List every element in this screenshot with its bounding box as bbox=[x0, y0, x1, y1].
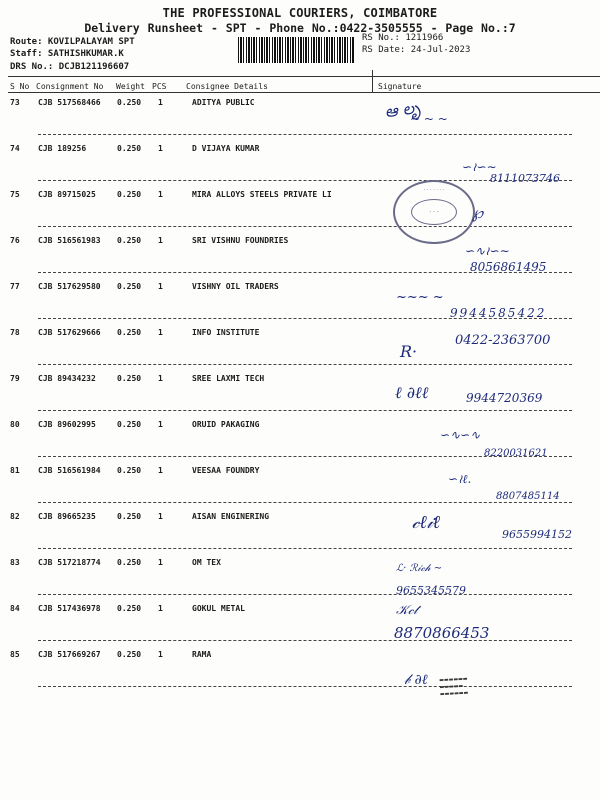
row-weight: 0.250 bbox=[117, 604, 142, 613]
row-consignment-no: CJB 517629580 bbox=[38, 282, 101, 291]
signature-row-74-name: ∽≀∽∼ bbox=[462, 160, 497, 174]
row-consignee: AISAN ENGINERING bbox=[192, 512, 270, 521]
row-separator bbox=[38, 548, 572, 549]
row-consignment-no: CJB 516561984 bbox=[38, 466, 101, 475]
signature-row-78: 0422-2363700 bbox=[455, 333, 551, 348]
col-signature: Signature bbox=[378, 82, 422, 91]
row-weight: 0.250 bbox=[117, 98, 142, 107]
row-consignment-no: CJB 89715025 bbox=[38, 190, 96, 199]
row-pcs: 1 bbox=[158, 650, 163, 659]
table-header-border bbox=[8, 92, 600, 93]
row-consignment-no: CJB 517568466 bbox=[38, 98, 101, 107]
signature-divider bbox=[372, 70, 373, 92]
signature-row-80-name: ∽∿∽∿ bbox=[440, 428, 481, 442]
row-pcs: 1 bbox=[158, 420, 163, 429]
row-sno: 77 bbox=[10, 282, 20, 291]
signature-row-77: 9944585422 bbox=[450, 306, 547, 320]
route-label: Route: KOVILPALAYAM SPT bbox=[10, 37, 135, 47]
signature-row-76: 8056861495 bbox=[470, 260, 547, 274]
row-pcs: 1 bbox=[158, 144, 163, 153]
row-separator bbox=[38, 640, 572, 641]
row-separator bbox=[38, 594, 572, 595]
row-pcs: 1 bbox=[158, 558, 163, 567]
row-weight: 0.250 bbox=[117, 236, 142, 245]
document-title: THE PROFESSIONAL COURIERS, COIMBATORE bbox=[162, 6, 438, 20]
row-sno: 78 bbox=[10, 328, 20, 337]
row-separator bbox=[38, 226, 572, 227]
signature-row-82: 9655994152 bbox=[502, 528, 572, 541]
row-consignee: MIRA ALLOYS STEELS PRIVATE LI bbox=[192, 190, 332, 199]
signature-row-75: ℘ bbox=[472, 203, 484, 222]
row-consignment-no: CJB 517218774 bbox=[38, 558, 101, 567]
col-consignment: Consignment No bbox=[36, 82, 104, 91]
col-sno: S No bbox=[10, 82, 30, 91]
row-weight: 0.250 bbox=[117, 190, 142, 199]
signature-row-76-name: ∽∿≀∽∼ bbox=[465, 244, 510, 258]
row-pcs: 1 bbox=[158, 374, 163, 383]
row-separator bbox=[38, 410, 572, 411]
col-weight: Weight bbox=[116, 82, 145, 91]
row-consignee: OM TEX bbox=[192, 558, 221, 567]
barcode bbox=[238, 37, 354, 63]
signature-row-78-initial: R· bbox=[400, 342, 418, 361]
signature-row-82-scribble: 𝒸ℓ𝒾ℓ bbox=[412, 512, 441, 533]
signature-row-73: ఆ లృ bbox=[383, 97, 422, 122]
row-pcs: 1 bbox=[158, 190, 163, 199]
row-consignment-no: CJB 517629666 bbox=[38, 328, 101, 337]
row-consignee: GOKUL METAL bbox=[192, 604, 245, 613]
row-weight: 0.250 bbox=[117, 650, 142, 659]
document-subtitle: Delivery Runsheet - SPT - Phone No.:0422-3505555 - Page No.:7 bbox=[84, 21, 516, 35]
row-consignee: ORUID PAKAGING bbox=[192, 420, 260, 429]
row-pcs: 1 bbox=[158, 328, 163, 337]
row-consignee: INFO INSTITUTE bbox=[192, 328, 260, 337]
row-sno: 83 bbox=[10, 558, 20, 567]
row-weight: 0.250 bbox=[117, 558, 142, 567]
signature-row-80: 8220031621 bbox=[484, 448, 548, 459]
row-separator bbox=[38, 134, 572, 135]
row-consignment-no: CJB 89602995 bbox=[38, 420, 96, 429]
row-sno: 81 bbox=[10, 466, 20, 475]
signature-row-84-scribble: 𝒦𝒸𝓉 bbox=[396, 603, 418, 618]
row-weight: 0.250 bbox=[117, 328, 142, 337]
signature-row-77-scribble: ~~~ ~ bbox=[396, 290, 444, 305]
row-separator bbox=[38, 502, 572, 503]
row-weight: 0.250 bbox=[117, 282, 142, 291]
row-separator bbox=[38, 364, 572, 365]
row-consignee: D VIJAYA KUMAR bbox=[192, 144, 260, 153]
row-sno: 80 bbox=[10, 420, 20, 429]
row-pcs: 1 bbox=[158, 236, 163, 245]
row-consignment-no: CJB 516561983 bbox=[38, 236, 101, 245]
row-consignment-no: CJB 89665235 bbox=[38, 512, 96, 521]
signature-row-84: 8870866453 bbox=[394, 624, 490, 642]
row-consignee: SREE LAXMI TECH bbox=[192, 374, 265, 383]
company-stamp-2: ▬▬▬▬▬▬ ▬▬▬▬▬ ▬▬▬▬▬▬ bbox=[439, 676, 469, 698]
row-consignment-no: CJB 517436978 bbox=[38, 604, 101, 613]
drs-label: DRS No.: DCJB121196607 bbox=[10, 62, 130, 72]
signature-row-81: 8807485114 bbox=[496, 491, 560, 502]
row-weight: 0.250 bbox=[117, 144, 142, 153]
row-consignee: VEESAA FOUNDRY bbox=[192, 466, 260, 475]
col-pcs: PCS bbox=[152, 82, 167, 91]
stamp-center: · · · bbox=[411, 199, 457, 225]
row-consignee: VISHNY OIL TRADERS bbox=[192, 282, 279, 291]
row-pcs: 1 bbox=[158, 604, 163, 613]
row-weight: 0.250 bbox=[117, 420, 142, 429]
row-weight: 0.250 bbox=[117, 512, 142, 521]
row-sno: 75 bbox=[10, 190, 20, 199]
row-sno: 82 bbox=[10, 512, 20, 521]
row-pcs: 1 bbox=[158, 98, 163, 107]
signature-row-83: 9655345579 bbox=[396, 584, 466, 597]
row-sno: 85 bbox=[10, 650, 20, 659]
company-stamp bbox=[393, 180, 475, 244]
staff-label: Staff: SATHISHKUMAR.K bbox=[10, 49, 124, 59]
row-weight: 0.250 bbox=[117, 374, 142, 383]
table-top-border bbox=[8, 76, 600, 77]
rs-date: RS Date: 24-Jul-2023 bbox=[362, 45, 471, 55]
row-consignment-no: CJB 89434232 bbox=[38, 374, 96, 383]
signature-row-81-name: ∽≀ℓ. bbox=[448, 472, 472, 486]
row-sno: 73 bbox=[10, 98, 20, 107]
row-consignee: ADITYA PUBLIC bbox=[192, 98, 255, 107]
row-consignee: SRI VISHNU FOUNDRIES bbox=[192, 236, 289, 245]
row-sno: 74 bbox=[10, 144, 20, 153]
row-consignment-no: CJB 517669267 bbox=[38, 650, 101, 659]
signature-row-85: 𝒷 ∂ℓ bbox=[404, 672, 428, 688]
row-pcs: 1 bbox=[158, 512, 163, 521]
row-pcs: 1 bbox=[158, 282, 163, 291]
row-weight: 0.250 bbox=[117, 466, 142, 475]
signature-row-74: 8111073746 bbox=[490, 172, 560, 185]
signature-row-83-name: ℒ· ℛ𝒾𝒸𝒽 ∼ bbox=[396, 563, 443, 574]
signature-row-79: 9944720369 bbox=[466, 391, 543, 405]
row-sno: 76 bbox=[10, 236, 20, 245]
row-sno: 84 bbox=[10, 604, 20, 613]
row-consignee: RAMA bbox=[192, 650, 212, 659]
row-consignment-no: CJB 189256 bbox=[38, 144, 87, 153]
signature-row-73b: ~ ~ ~ bbox=[410, 112, 448, 126]
col-consignee: Consignee Details bbox=[186, 82, 268, 91]
row-pcs: 1 bbox=[158, 466, 163, 475]
stamp-ring: . . . . . . . bbox=[423, 186, 445, 192]
signature-row-79-scribble: ℓ ∂ℓℓ bbox=[395, 383, 429, 402]
rs-number: RS No.: 1211966 bbox=[362, 33, 444, 43]
row-sno: 79 bbox=[10, 374, 20, 383]
